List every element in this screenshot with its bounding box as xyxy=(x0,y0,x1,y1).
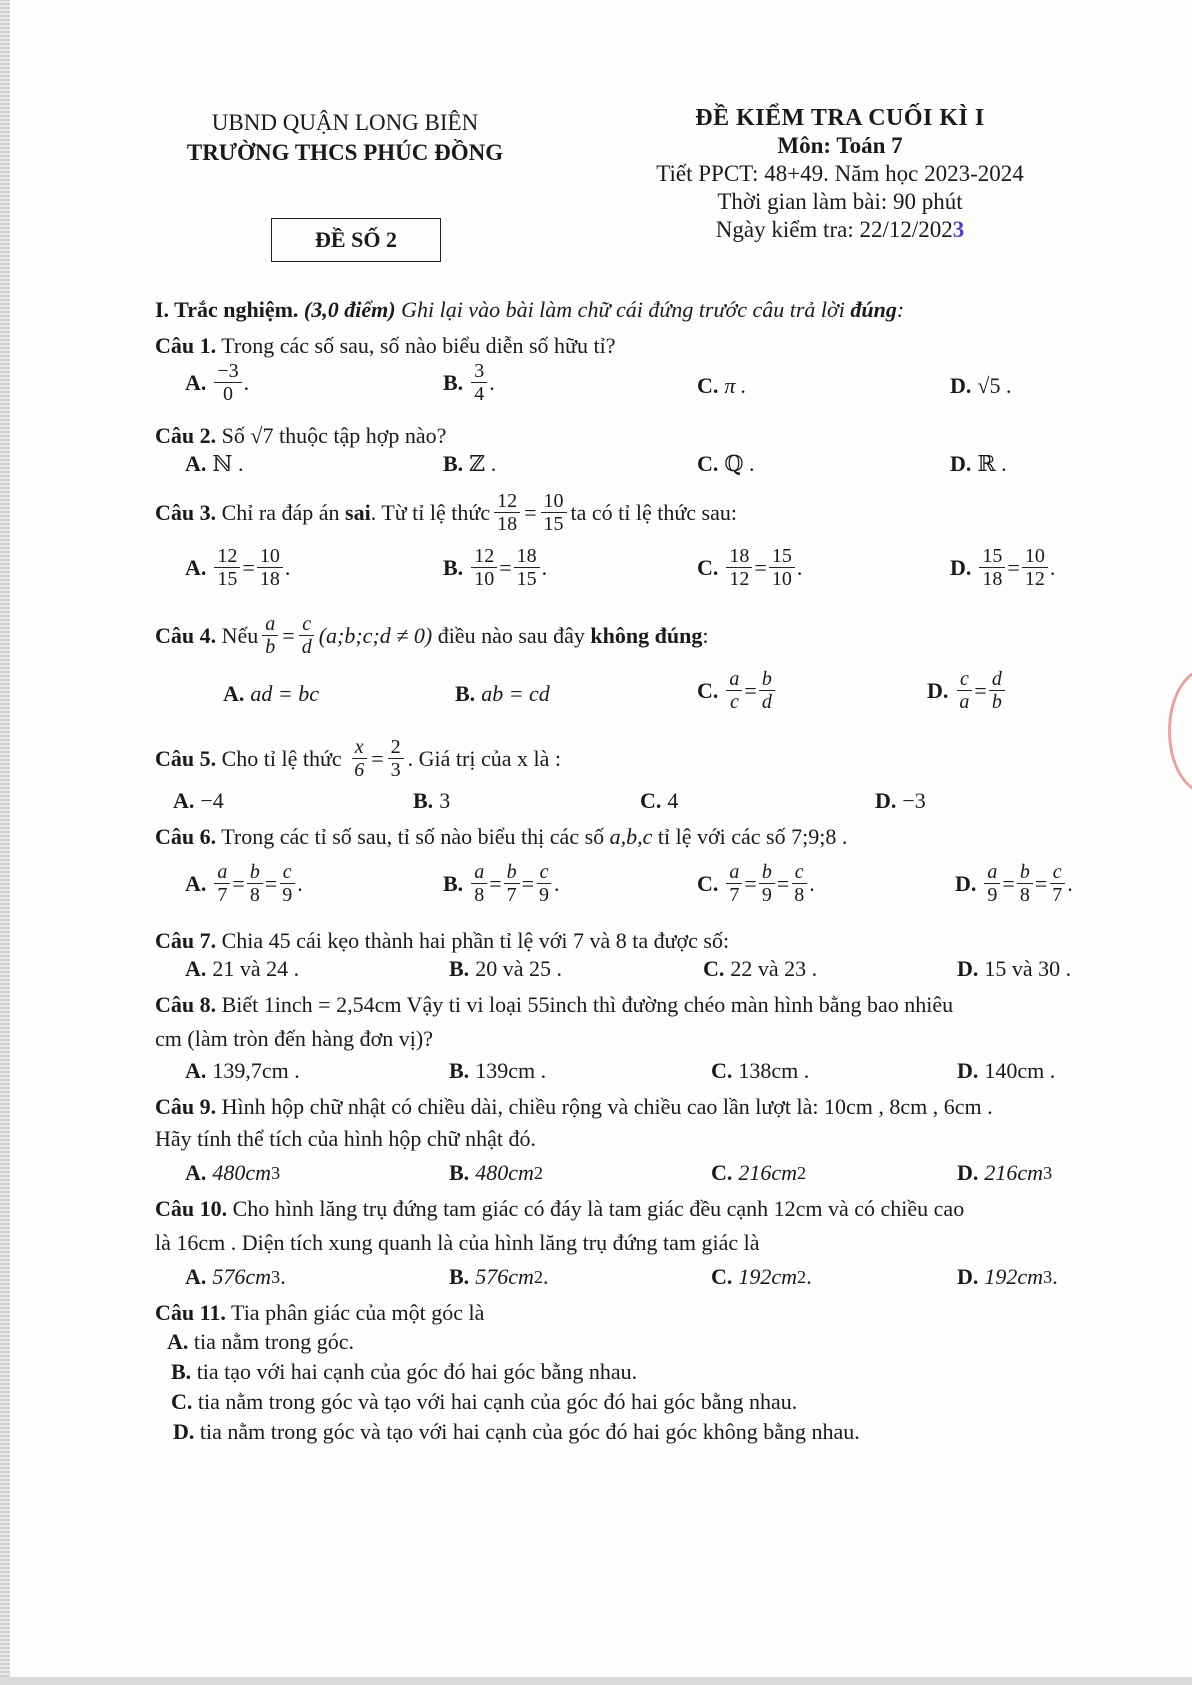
option-b: B. $\frac{3}{4}$ . xyxy=(443,360,495,405)
red-stamp-fragment xyxy=(1168,668,1192,794)
option-b: B. $\frac{12}{10}$ = $\frac{18}{15}$ . xyxy=(443,545,548,590)
question-9: Câu 9. Hình hộp chữ nhật có chiều dài, chiều rộng và chiều cao lần lượt là: 10cm , 8cm , 6cm . xyxy=(155,1094,993,1119)
question-2: Câu 2. Số √7 thuộc tập hợp nào? xyxy=(155,423,447,448)
option-b: B. 3 xyxy=(413,788,451,813)
question-1: Câu 1. Trong các số sau, số nào biểu diễn số hữu tỉ? xyxy=(155,333,616,358)
exam-title: ĐỀ KIỂM TRA CUỐI KÌ I xyxy=(695,105,985,131)
question-11: Câu 11. Tia phân giác của một góc là xyxy=(155,1300,485,1325)
question-8-options xyxy=(155,1057,1135,1093)
exam-duration: Thời gian làm bài: 90 phút xyxy=(717,189,963,214)
option-c: C. $\frac{a}{7}$ = $\frac{b}{9}$ = $\frac{c}{8}$ . xyxy=(697,861,815,906)
option-c: C. 22 và 23 . xyxy=(703,956,818,981)
section-1-heading: I. Trắc nghiệm. (3,0 điểm) Ghi lại vào bài làm chữ cái đứng trước câu trả lời đúng: xyxy=(155,297,905,322)
district-name: UBND QUẬN LONG BIÊN xyxy=(211,110,479,135)
question-6-options xyxy=(155,861,1135,917)
question-11-option-b: B. tia tạo với hai cạnh của góc đó hai góc bằng nhau. xyxy=(171,1359,638,1384)
option-a: A. $\frac{-3}{0}$ . xyxy=(185,360,250,405)
option-c: C. 138cm . xyxy=(711,1058,810,1083)
question-5-options xyxy=(155,787,1135,823)
option-b: B. 20 và 25 . xyxy=(449,956,562,981)
question-4-options xyxy=(155,668,1135,724)
option-a: A. −4 xyxy=(173,788,224,813)
question-4: Câu 4. Nếu $\frac{a}{b}$ = $\frac{c}{d}$ (a;b;c;d ≠ 0) điều nào sau đây không đúng : xyxy=(155,613,709,658)
question-10-cont: là 16cm . Diện tích xung quanh là của hình lăng trụ đứng tam giác là xyxy=(155,1230,760,1255)
option-a: A. ℕ . xyxy=(185,451,244,476)
school-name: TRƯỜNG THCS PHÚC ĐỒNG xyxy=(186,140,504,165)
option-c: C. π . xyxy=(697,373,747,398)
question-9-cont: Hãy tính thể tích của hình hộp chữ nhật đó. xyxy=(155,1126,536,1151)
question-5: Câu 5. Cho tỉ lệ thức $\frac{x}{6}$ = $\frac{2}{3}$ . Giá trị của x là : xyxy=(155,736,561,781)
question-1-options xyxy=(155,360,1135,416)
question-3: Câu 3. Chỉ ra đáp án sai . Từ tỉ lệ thức $\frac{12}{18}$ = $\frac{10}{15}$ ta có tỉ lệ thức sau: xyxy=(155,490,737,535)
option-d: D. $\frac{15}{18}$ = $\frac{10}{12}$ . xyxy=(950,545,1056,590)
option-b: B. ℤ . xyxy=(443,451,497,476)
option-d: D. ℝ . xyxy=(950,451,1007,476)
question-8-cont: cm (làm tròn đến hàng đơn vị)? xyxy=(155,1026,433,1051)
option-d: D. √5 . xyxy=(950,373,1012,398)
option-d: D. 192cm 3 . xyxy=(957,1264,1058,1289)
scan-edge-bottom xyxy=(0,1677,1192,1685)
question-7: Câu 7. Chia 45 cái kẹo thành hai phần tỉ lệ với 7 và 8 ta được số: xyxy=(155,928,730,953)
option-a: A. 576cm 3 . xyxy=(185,1264,286,1289)
question-3-options xyxy=(155,545,1135,601)
question-10: Câu 10. Cho hình lăng trụ đứng tam giác có đáy là tam giác đều cạnh 12cm và có chiều cao xyxy=(155,1196,965,1221)
question-10-options xyxy=(155,1263,1135,1299)
option-d: D. 216cm 3 xyxy=(957,1160,1053,1185)
option-d: D. −3 xyxy=(875,788,926,813)
question-2-options xyxy=(155,450,1135,486)
question-9-options xyxy=(155,1159,1135,1195)
option-c: C. 4 xyxy=(640,788,679,813)
option-a: A. ad = bc xyxy=(223,681,320,706)
option-a: A. 139,7cm . xyxy=(185,1058,300,1083)
exam-content xyxy=(155,296,1135,1447)
option-b: B. 576cm 2 . xyxy=(449,1264,549,1289)
exam-subject: Môn: Toán 7 xyxy=(777,133,903,158)
option-a: A. $\frac{12}{15}$ = $\frac{10}{18}$ . xyxy=(185,545,291,590)
option-a: A. 21 và 24 . xyxy=(185,956,300,981)
handwritten-correction: 3 xyxy=(952,217,965,242)
option-b: B. 139cm . xyxy=(449,1058,547,1083)
option-a: A. 480cm 3 xyxy=(185,1160,281,1185)
option-a: A. $\frac{a}{7}$ = $\frac{b}{8}$ = $\frac{c}{9}$ . xyxy=(185,861,303,906)
header-right xyxy=(620,104,1060,244)
exam-period: Tiết PPCT: 48+49. Năm học 2023-2024 xyxy=(656,161,1024,186)
question-11-option-d: D. tia nằm trong góc và tạo với hai cạnh của góc đó hai góc không bằng nhau. xyxy=(173,1419,860,1444)
option-b: B. $\frac{a}{8}$ = $\frac{b}{7}$ = $\frac{c}{9}$ . xyxy=(443,861,560,906)
option-d: D. 140cm . xyxy=(957,1058,1056,1083)
question-11-option-c: C. tia nằm trong góc và tạo với hai cạnh của góc đó hai góc bằng nhau. xyxy=(171,1389,798,1414)
option-c: C. ℚ . xyxy=(697,451,755,476)
scan-edge-left xyxy=(0,0,10,1685)
question-7-options xyxy=(155,955,1135,991)
question-8: Câu 8. Biết 1inch = 2,54cm Vậy ti vi loại 55inch thì đường chéo màn hình bằng bao nhiêu xyxy=(155,992,954,1017)
header-left xyxy=(160,108,530,168)
option-d: D. 15 và 30 . xyxy=(957,956,1072,981)
option-b: B. 480cm 2 xyxy=(449,1160,544,1185)
question-11-option-a: A. tia nằm trong góc. xyxy=(167,1329,354,1354)
option-c: C. $\frac{18}{12}$ = $\frac{15}{10}$ . xyxy=(697,545,803,590)
option-d: D. $\frac{a}{9}$ = $\frac{b}{8}$ = $\frac{c}{7}$ . xyxy=(955,861,1073,906)
option-c: C. $\frac{a}{c}$ = $\frac{b}{d}$ xyxy=(697,668,777,713)
option-c: C. 192cm 2 . xyxy=(711,1264,812,1289)
exam-code-box: ĐỀ SỐ 2 xyxy=(271,218,441,262)
exam-date: Ngày kiểm tra: 22/12/2023 xyxy=(715,217,965,242)
question-6: Câu 6. Trong các tỉ số sau, tỉ số nào biểu thị các số a,b,c tỉ lệ với các số 7;9;8 . xyxy=(155,824,848,849)
option-d: D. $\frac{c}{a}$ = $\frac{d}{b}$ xyxy=(927,668,1007,713)
option-c: C. 216cm 2 xyxy=(711,1160,807,1185)
option-b: B. ab = cd xyxy=(455,681,550,706)
